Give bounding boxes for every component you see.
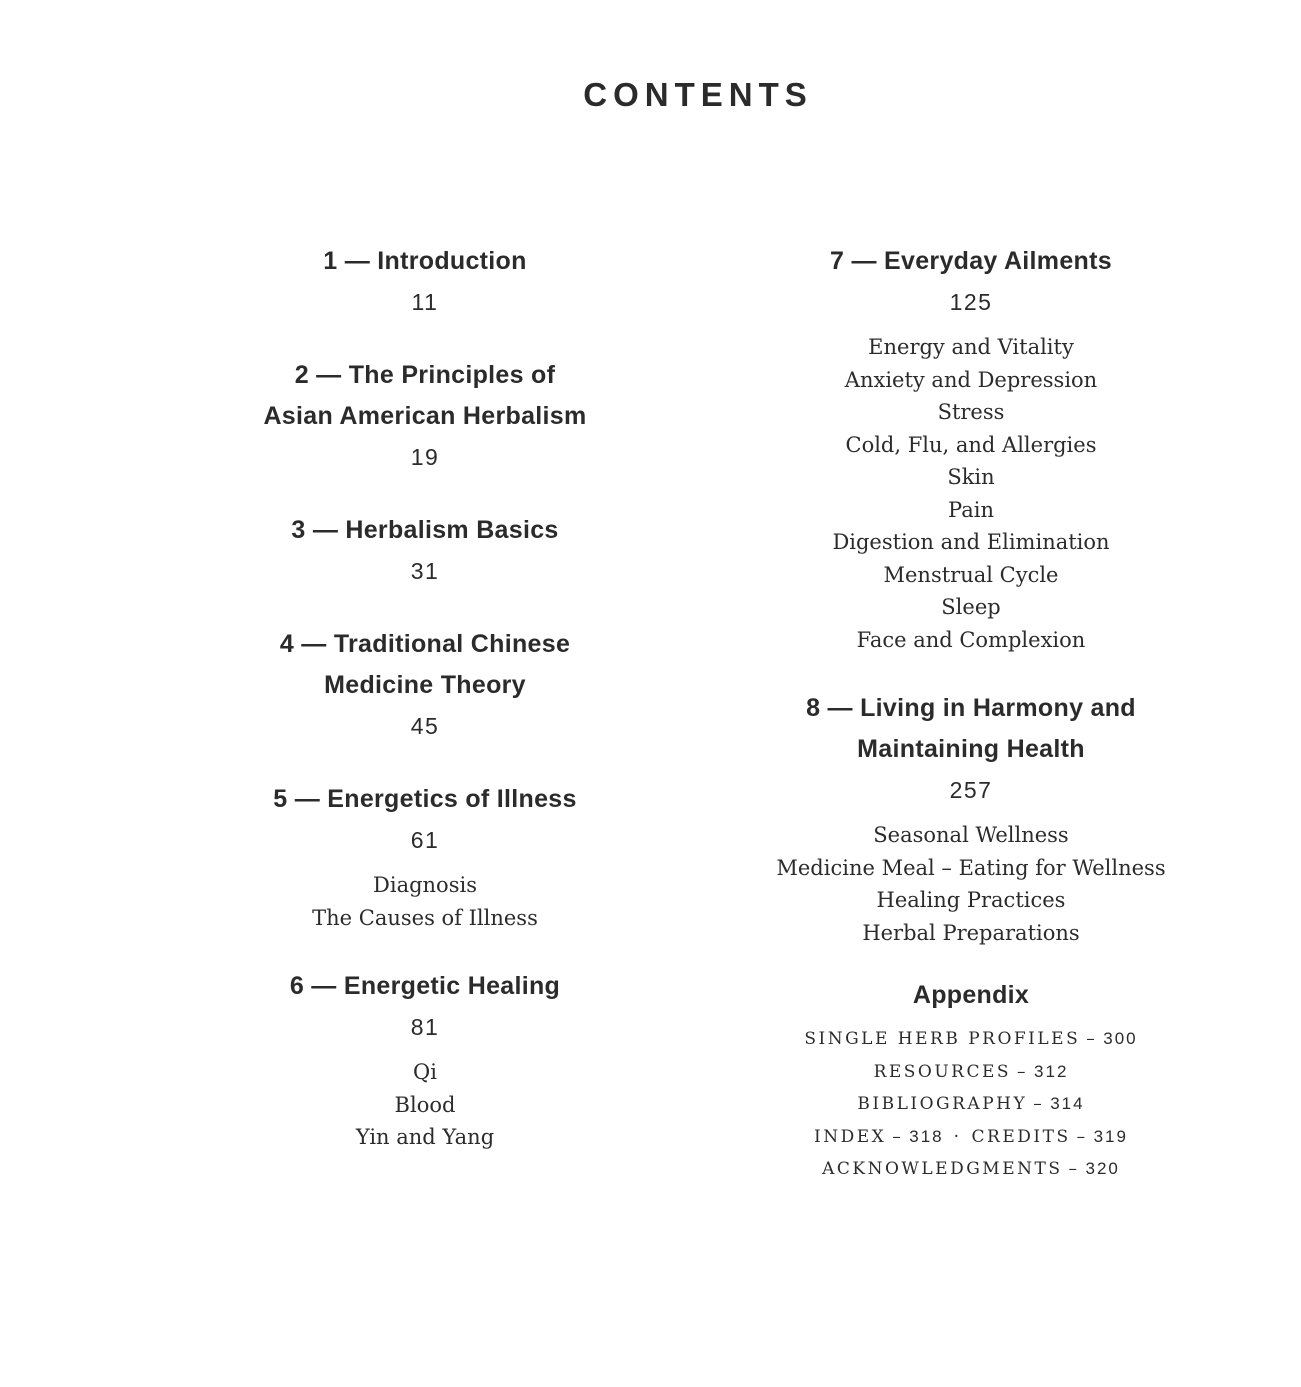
subsection-item: Blood bbox=[394, 1092, 456, 1117]
chapter-page-number: 45 bbox=[410, 713, 440, 739]
chapter-title: 3 — Herbalism Basics bbox=[291, 516, 559, 544]
chapter-title: Medicine Theory bbox=[324, 671, 526, 699]
chapter-subsections bbox=[125, 1056, 725, 1154]
appendix-entry bbox=[671, 1056, 1271, 1089]
contents-left-column bbox=[125, 241, 725, 1186]
appendix-entry-label: ACKNOWLEDGMENTS bbox=[822, 1159, 1063, 1179]
chapter-page-number: 19 bbox=[410, 444, 440, 470]
chapter-title: 5 — Energetics of Illness bbox=[273, 785, 577, 813]
subsection-item: Medicine Meal – Eating for Wellness bbox=[776, 855, 1166, 880]
appendix-entry bbox=[671, 1121, 1271, 1154]
chapter-title: 4 — Traditional Chinese bbox=[279, 630, 571, 658]
chapter-entry-4 bbox=[125, 624, 725, 747]
chapter-page-number: 61 bbox=[410, 827, 440, 853]
subsection-item: Digestion and Elimination bbox=[832, 530, 1110, 554]
appendix-separator-dot: · bbox=[953, 1126, 962, 1147]
chapter-title: 1 — Introduction bbox=[323, 247, 527, 275]
appendix-entry-page: 320 bbox=[1085, 1159, 1120, 1178]
appendix-title: Appendix bbox=[912, 981, 1030, 1009]
chapter-subsections bbox=[671, 819, 1271, 949]
appendix-entry-label: INDEX bbox=[814, 1126, 887, 1147]
appendix-dash: – bbox=[1068, 1159, 1080, 1179]
chapter-entry-1 bbox=[125, 241, 725, 323]
appendix-entry bbox=[671, 1153, 1271, 1186]
appendix-dash: – bbox=[1076, 1126, 1088, 1147]
subsection-item: Stress bbox=[937, 400, 1005, 424]
appendix-dash: – bbox=[1017, 1061, 1029, 1082]
chapter-title: Maintaining Health bbox=[857, 735, 1085, 763]
chapter-entry-2 bbox=[125, 355, 725, 478]
subsection-item: Herbal Preparations bbox=[862, 920, 1080, 945]
appendix-section bbox=[671, 975, 1271, 1186]
appendix-entry-label: CREDITS bbox=[971, 1126, 1071, 1147]
appendix-dash: – bbox=[1033, 1094, 1045, 1114]
appendix-entry-page: 300 bbox=[1103, 1029, 1138, 1048]
chapter-page-number: 11 bbox=[411, 289, 439, 315]
appendix-entry-page: 318 bbox=[909, 1126, 944, 1146]
chapter-entry-7 bbox=[671, 241, 1271, 656]
appendix-entry bbox=[671, 1088, 1271, 1121]
appendix-entry-label: SINGLE HERB PROFILES bbox=[804, 1029, 1081, 1049]
chapter-title: 2 — The Principles of bbox=[294, 361, 556, 389]
appendix-dash: – bbox=[892, 1126, 904, 1147]
chapter-page-number: 257 bbox=[949, 777, 993, 803]
appendix-dash: – bbox=[1086, 1029, 1098, 1049]
chapter-page-number: 81 bbox=[410, 1014, 440, 1040]
chapter-title: Asian American Herbalism bbox=[263, 402, 587, 430]
chapter-entry-8 bbox=[671, 688, 1271, 949]
chapter-page-number: 125 bbox=[949, 289, 993, 315]
chapter-entry-6 bbox=[125, 966, 725, 1154]
subsection-item: Face and Complexion bbox=[856, 627, 1086, 652]
chapter-entry-3 bbox=[125, 510, 725, 592]
subsection-item: Diagnosis bbox=[373, 873, 477, 897]
subsection-item: Healing Practices bbox=[876, 888, 1066, 912]
chapter-subsections bbox=[125, 869, 725, 934]
subsection-item: Menstrual Cycle bbox=[883, 562, 1059, 587]
subsection-item: Anxiety and Depression bbox=[844, 367, 1098, 392]
subsection-item: Yin and Yang bbox=[355, 1125, 495, 1149]
chapter-page-number: 31 bbox=[410, 558, 440, 584]
appendix-entry-page: 319 bbox=[1093, 1126, 1128, 1146]
subsection-item: Pain bbox=[948, 497, 994, 522]
appendix-entry-label: RESOURCES bbox=[873, 1061, 1012, 1082]
appendix-entry-page: 314 bbox=[1050, 1094, 1085, 1113]
subsection-item: Cold, Flu, and Allergies bbox=[845, 432, 1097, 457]
subsection-item: Seasonal Wellness bbox=[873, 823, 1069, 847]
chapter-title: 7 — Everyday Ailments bbox=[830, 247, 1112, 275]
contents-right-column bbox=[671, 241, 1271, 1186]
appendix-entries bbox=[671, 1023, 1271, 1186]
chapter-entry-5 bbox=[125, 779, 725, 934]
appendix-entry bbox=[671, 1023, 1271, 1056]
subsection-item: Skin bbox=[947, 465, 995, 489]
subsection-item: Energy and Vitality bbox=[868, 335, 1074, 359]
subsection-item: Sleep bbox=[941, 595, 1001, 619]
subsection-item: Qi bbox=[413, 1060, 437, 1084]
appendix-entry-page: 312 bbox=[1034, 1061, 1069, 1081]
chapter-title: 8 — Living in Harmony and bbox=[806, 694, 1136, 722]
page-title: CONTENTS bbox=[583, 76, 813, 113]
appendix-entry-label: BIBLIOGRAPHY bbox=[857, 1094, 1028, 1114]
subsection-item: The Causes of Illness bbox=[312, 905, 538, 930]
chapter-title: 6 — Energetic Healing bbox=[289, 972, 561, 1000]
chapter-subsections bbox=[671, 331, 1271, 656]
